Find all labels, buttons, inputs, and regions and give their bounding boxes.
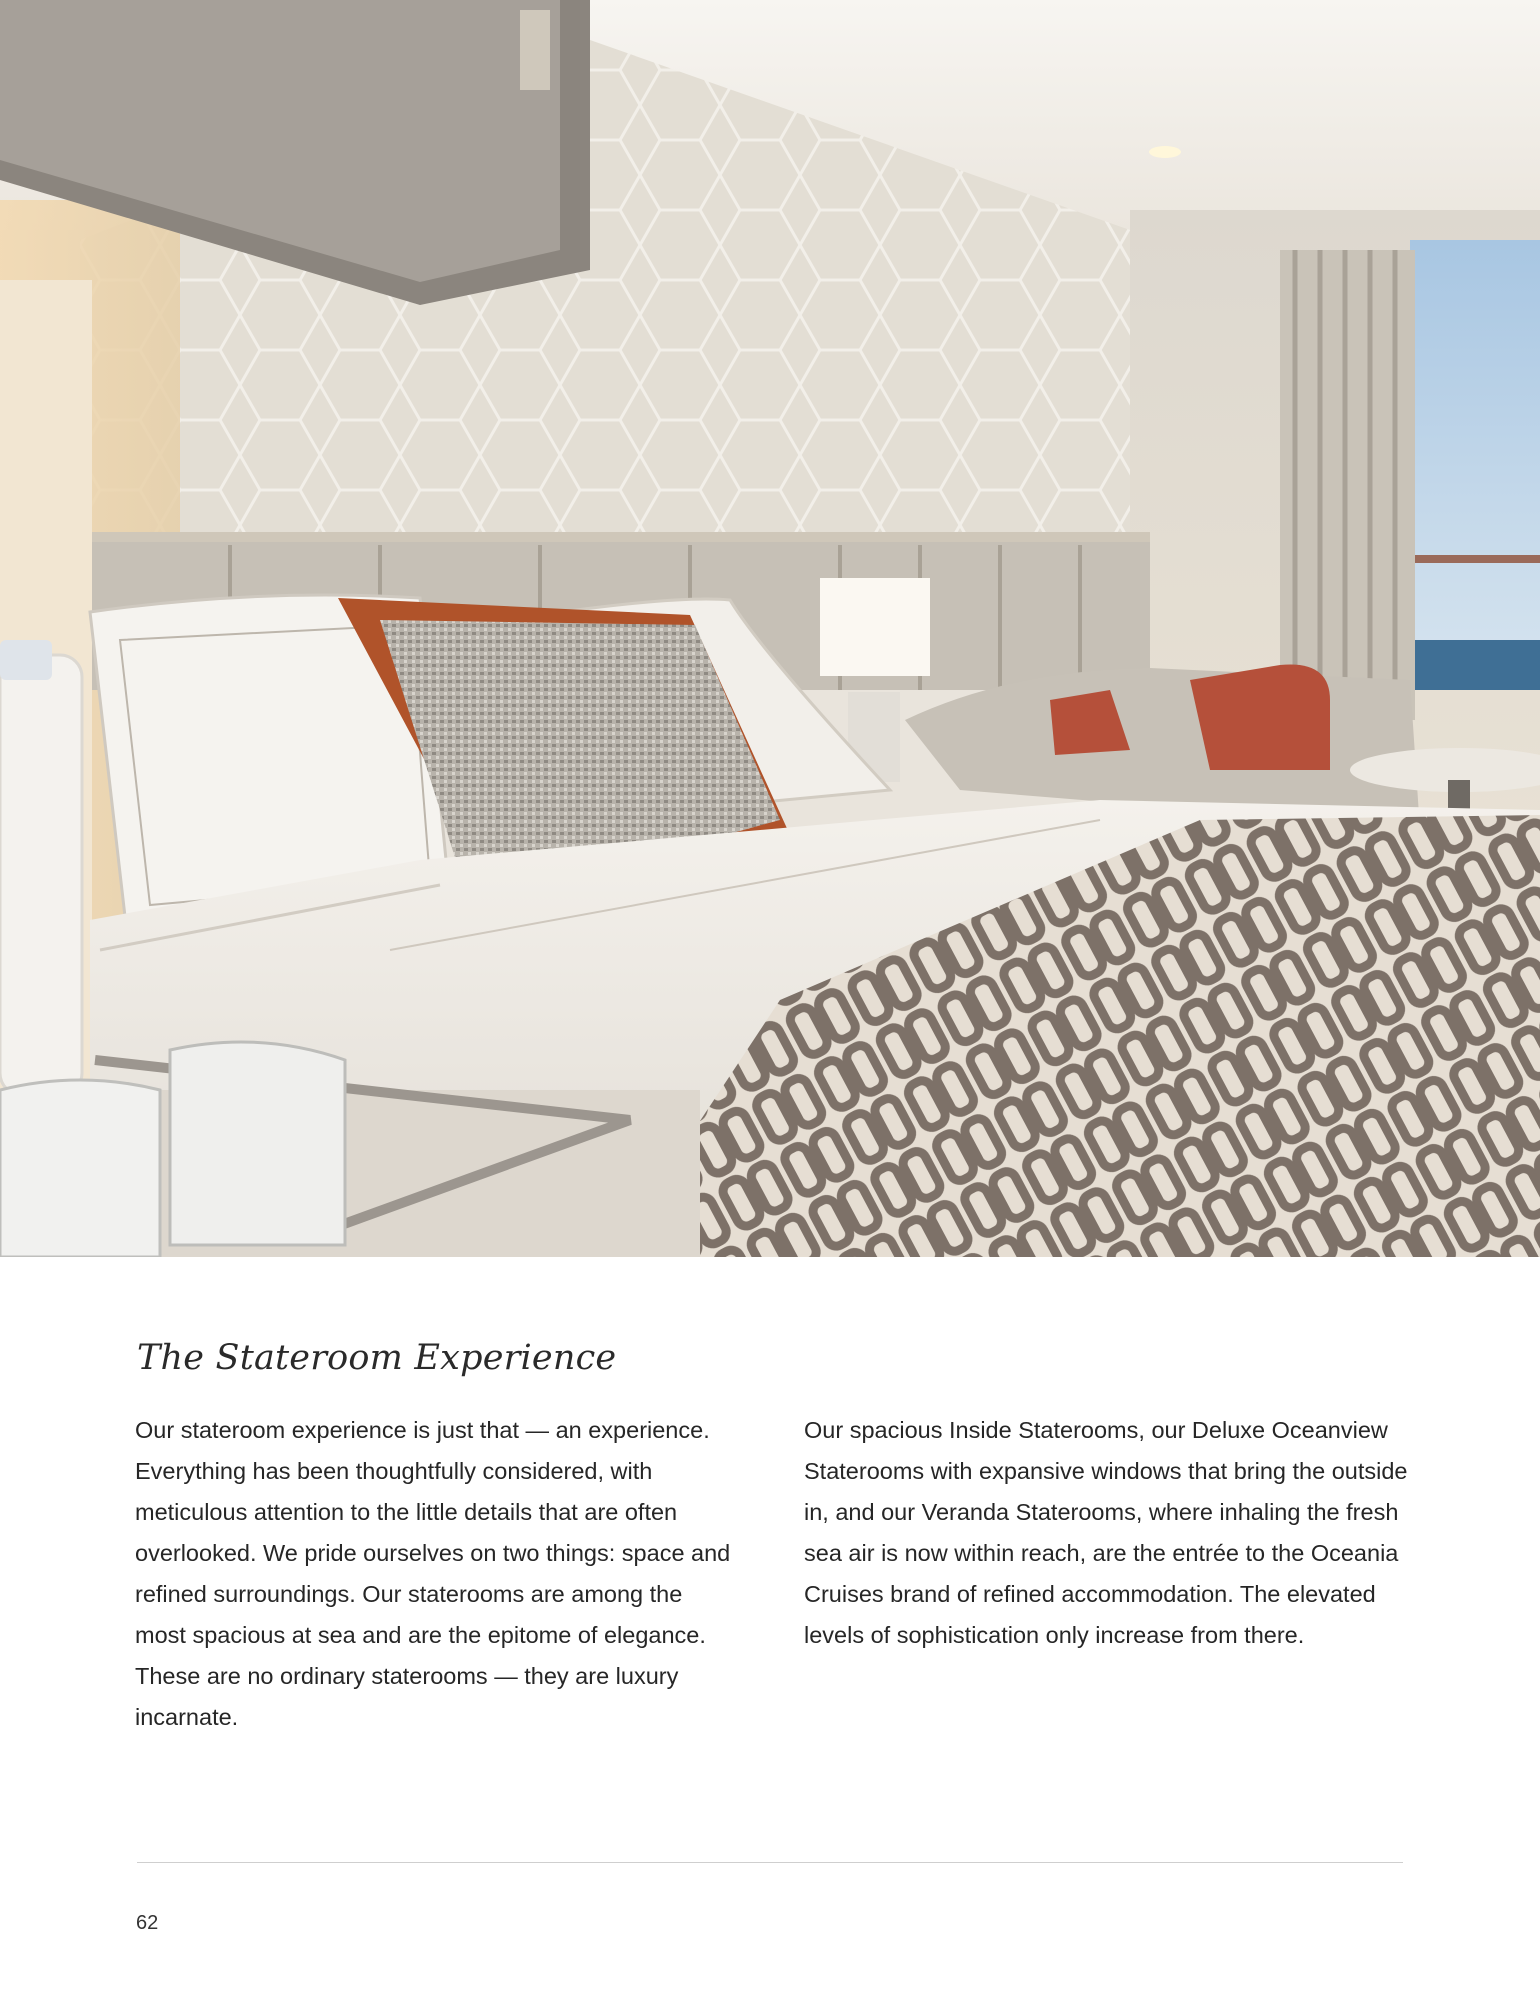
body-text-left-column: Our stateroom experience is just that — an experience. Everything has been thoughtfully considered, with meticulous attention to the little details that are often overlooked. We pride ourselves on two things: space and refined surroundings. Our staterooms are among the most spacious at sea and are the epitome of elegance. These are no ordinary staterooms — they are luxury incarnate. bbox=[135, 1417, 731, 1730]
page-title: The Stateroom Experience bbox=[137, 1338, 617, 1378]
body-text-right-column: Our spacious Inside Staterooms, our Deluxe Oceanview Staterooms with expansive windows that bring the outside in, and our Veranda Staterooms, where inhaling the fresh sea air is now within reach, are the entrée to the Oceania Cruises brand of refined accommodation. The elevated levels of sophistication only increase from there. bbox=[804, 1417, 1408, 1648]
page-number: 62 bbox=[136, 1912, 159, 1934]
footer-divider bbox=[137, 1862, 1403, 1863]
